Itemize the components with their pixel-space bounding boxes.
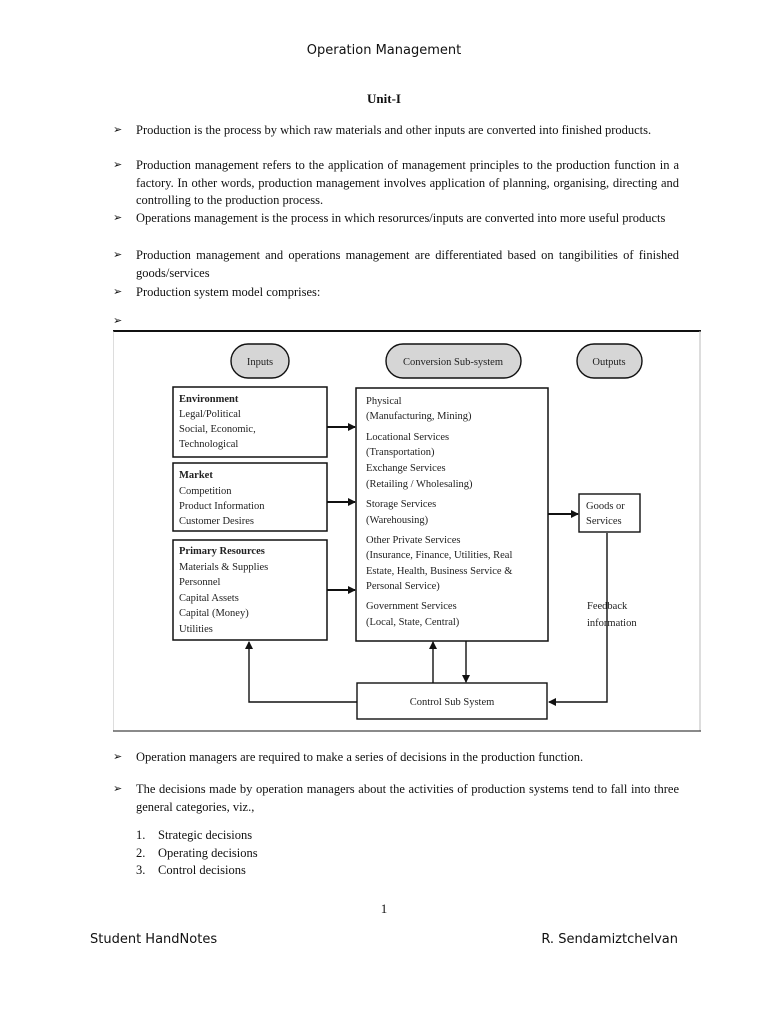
production-system-diagram [113, 330, 701, 732]
market-line: Customer Desires [179, 516, 254, 527]
conversion-line: Storage Services [366, 499, 437, 510]
decision-number: 3. [136, 863, 146, 877]
decision-list-item [136, 827, 252, 845]
conversion-line: (Retailing / Wholesaling) [366, 479, 473, 490]
market-line: Competition [179, 486, 232, 497]
conversion-line: Personal Service) [366, 581, 440, 592]
bullet-text: Operation managers are required to make a series of decisions in the production function. [136, 750, 584, 764]
environment-title: Environment [179, 394, 239, 405]
decision-number: 1. [136, 828, 146, 842]
conversion-label: Conversion Sub-system [402, 357, 504, 368]
bullet-item [113, 210, 679, 228]
market-line: Product Information [179, 501, 265, 512]
conversion-line: Estate, Health, Business Service & [366, 566, 513, 577]
control-label: Control Sub System [409, 697, 495, 708]
bullet-marker-icon: ➢ [113, 783, 123, 795]
primary-title: Primary Resources [179, 546, 265, 557]
bullet-text: The decisions made by operation managers about the activities of production systems tend to fall into three general categories, viz., [136, 782, 679, 814]
environment-line: Legal/Political [179, 409, 241, 420]
primary-line: Personnel [179, 577, 221, 588]
conversion-line: Exchange Services [366, 463, 446, 474]
footer-right: R. Sendamiztchelvan [541, 932, 678, 947]
feedback-line: information [587, 618, 637, 629]
unit-title: Unit-I [367, 91, 401, 106]
conversion-line: (Local, State, Central) [366, 617, 460, 628]
conversion-line: (Warehousing) [366, 515, 429, 526]
decision-label: Operating decisions [158, 846, 258, 860]
bullet-marker-icon: ➢ [113, 286, 123, 298]
conversion-line: (Manufacturing, Mining) [366, 411, 472, 422]
output-line: Goods or [586, 501, 625, 512]
bullet-marker-icon: ➢ [113, 212, 123, 224]
decision-label: Strategic decisions [158, 828, 253, 842]
page-number: 1 [380, 901, 388, 916]
bullet-text: Production management and operations management are differentiated based on tangibilities of finished goods/services [136, 248, 679, 280]
output-line: Services [586, 516, 622, 527]
bullet-marker-icon: ➢ [113, 315, 123, 327]
conversion-line: Government Services [366, 601, 457, 612]
bullet-marker-icon: ➢ [113, 159, 123, 171]
running-header: Operation Management [306, 43, 462, 58]
bullet-marker-icon: ➢ [113, 249, 123, 261]
environment-line: Technological [179, 439, 239, 450]
control-to-inputs-arrow [249, 642, 357, 702]
decision-number: 2. [136, 846, 146, 860]
bullet-item [113, 247, 679, 282]
primary-line: Capital Assets [179, 593, 239, 604]
conversion-line: Physical [366, 396, 402, 407]
conversion-line: (Insurance, Finance, Utilities, Real [366, 550, 513, 561]
bullet-marker-icon: ➢ [113, 751, 123, 763]
decision-list-item [136, 862, 246, 880]
primary-line: Capital (Money) [179, 608, 249, 619]
bullet-marker-icon: ➢ [113, 124, 123, 136]
environment-line: Social, Economic, [179, 424, 256, 435]
bullet-item [113, 749, 679, 767]
bullet-text: Operations management is the process in which resorurces/inputs are converted into more useful products [136, 211, 666, 225]
conversion-line: (Transportation) [366, 447, 435, 458]
primary-line: Utilities [179, 624, 213, 635]
bullet-item [113, 157, 679, 210]
outputs-label: Outputs [592, 357, 626, 368]
bullet-text: Production is the process by which raw materials and other inputs are converted into finished products. [136, 123, 652, 137]
conversion-line: Other Private Services [366, 535, 461, 546]
bullet-text: Production system model comprises: [136, 285, 321, 299]
conversion-line: Locational Services [366, 432, 450, 443]
footer-left: Student HandNotes [90, 932, 218, 947]
primary-line: Materials & Supplies [179, 562, 269, 573]
bullet-item [113, 284, 679, 302]
feedback-line: Feedback [587, 601, 628, 612]
inputs-label: Inputs [246, 357, 274, 368]
bullet-item [113, 122, 679, 140]
decision-list-item [136, 845, 258, 863]
bullet-text: Production management refers to the application of management principles to the production function in a factory. In other words, production management involves application of planning, organising, directing and controlling to the production process. [136, 158, 679, 207]
market-title: Market [179, 470, 213, 481]
decision-label: Control decisions [158, 863, 246, 877]
bullet-item [113, 781, 679, 816]
